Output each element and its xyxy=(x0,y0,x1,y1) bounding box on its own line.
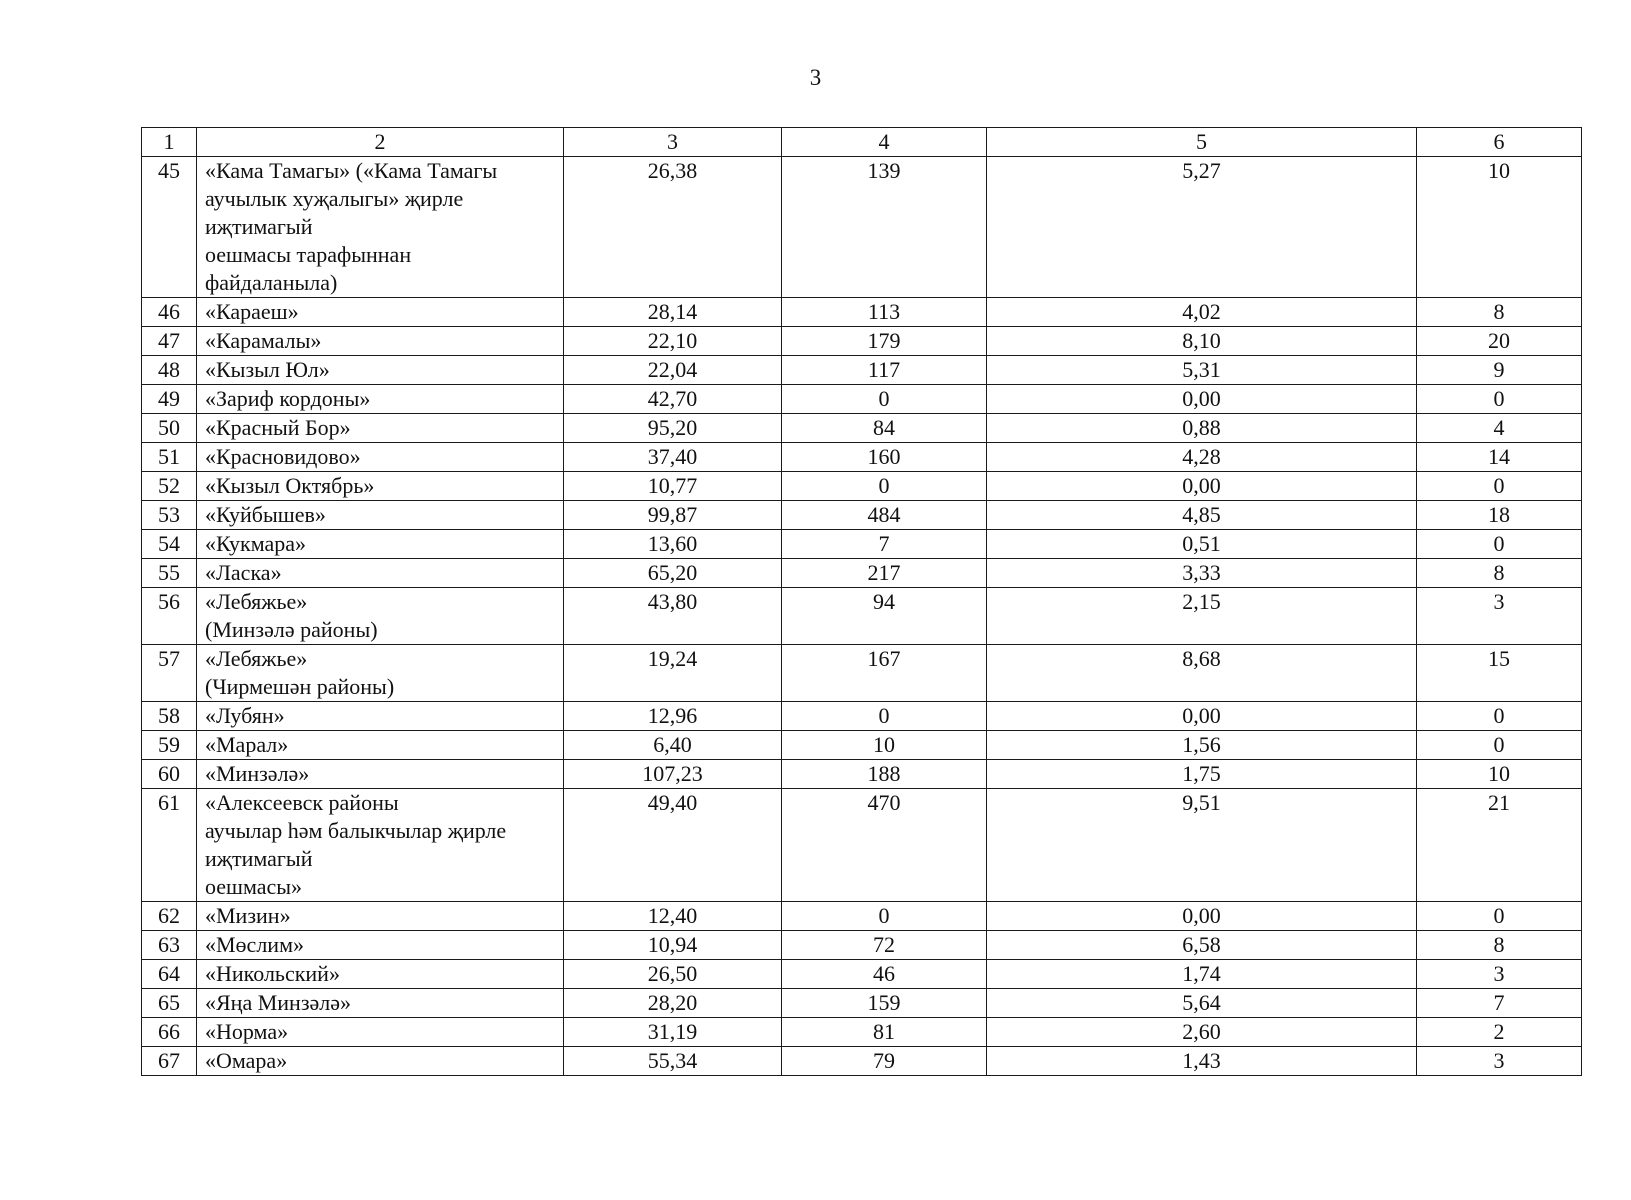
col6-cell: 9 xyxy=(1417,356,1582,385)
col6-cell: 3 xyxy=(1417,960,1582,989)
header-cell: 3 xyxy=(564,128,782,157)
name-cell: «Мизин» xyxy=(197,902,564,931)
col5-cell: 3,33 xyxy=(987,559,1417,588)
col4-cell: 167 xyxy=(782,645,987,702)
col4-cell: 81 xyxy=(782,1018,987,1047)
col3-cell: 22,10 xyxy=(564,327,782,356)
col3-cell: 43,80 xyxy=(564,588,782,645)
name-cell: «Минзәлә» xyxy=(197,760,564,789)
col6-cell: 3 xyxy=(1417,588,1582,645)
table-body xyxy=(142,128,1582,1076)
col3-cell: 10,77 xyxy=(564,472,782,501)
col6-cell: 0 xyxy=(1417,731,1582,760)
table-row xyxy=(142,157,1582,298)
col4-cell: 46 xyxy=(782,960,987,989)
col5-cell: 8,68 xyxy=(987,645,1417,702)
col4-cell: 79 xyxy=(782,1047,987,1076)
table-row xyxy=(142,472,1582,501)
col3-cell: 22,04 xyxy=(564,356,782,385)
table-row xyxy=(142,902,1582,931)
name-cell: «Кызыл Октябрь» xyxy=(197,472,564,501)
name-cell: «Омара» xyxy=(197,1047,564,1076)
table-row xyxy=(142,414,1582,443)
row-number-cell: 49 xyxy=(142,385,197,414)
col4-cell: 188 xyxy=(782,760,987,789)
col4-cell: 470 xyxy=(782,789,987,902)
col3-cell: 6,40 xyxy=(564,731,782,760)
name-cell: «Ласка» xyxy=(197,559,564,588)
col4-cell: 160 xyxy=(782,443,987,472)
col5-cell: 0,00 xyxy=(987,902,1417,931)
name-cell: «Лебяжье» (Минзәлә районы) xyxy=(197,588,564,645)
table-row xyxy=(142,960,1582,989)
header-cell: 1 xyxy=(142,128,197,157)
col6-cell: 0 xyxy=(1417,702,1582,731)
table-row xyxy=(142,989,1582,1018)
table-row xyxy=(142,931,1582,960)
table-row xyxy=(142,443,1582,472)
col4-cell: 0 xyxy=(782,902,987,931)
header-cell: 2 xyxy=(197,128,564,157)
table-row xyxy=(142,1018,1582,1047)
name-cell: «Мөслим» xyxy=(197,931,564,960)
table-row xyxy=(142,530,1582,559)
col6-cell: 15 xyxy=(1417,645,1582,702)
row-number-cell: 47 xyxy=(142,327,197,356)
row-number-cell: 50 xyxy=(142,414,197,443)
col4-cell: 0 xyxy=(782,472,987,501)
name-cell: «Красный Бор» xyxy=(197,414,564,443)
row-number-cell: 64 xyxy=(142,960,197,989)
col6-cell: 0 xyxy=(1417,530,1582,559)
row-number-cell: 51 xyxy=(142,443,197,472)
col5-cell: 8,10 xyxy=(987,327,1417,356)
row-number-cell: 65 xyxy=(142,989,197,1018)
page-number: 3 xyxy=(809,65,822,90)
col3-cell: 12,40 xyxy=(564,902,782,931)
col6-cell: 21 xyxy=(1417,789,1582,902)
col5-cell: 4,28 xyxy=(987,443,1417,472)
col3-cell: 10,94 xyxy=(564,931,782,960)
col5-cell: 5,27 xyxy=(987,157,1417,298)
col6-cell: 4 xyxy=(1417,414,1582,443)
col5-cell: 2,15 xyxy=(987,588,1417,645)
row-number-cell: 67 xyxy=(142,1047,197,1076)
col3-cell: 37,40 xyxy=(564,443,782,472)
row-number-cell: 45 xyxy=(142,157,197,298)
col6-cell: 7 xyxy=(1417,989,1582,1018)
col4-cell: 113 xyxy=(782,298,987,327)
row-number-cell: 60 xyxy=(142,760,197,789)
row-number-cell: 48 xyxy=(142,356,197,385)
name-cell: «Кызыл Юл» xyxy=(197,356,564,385)
col6-cell: 10 xyxy=(1417,760,1582,789)
col4-cell: 10 xyxy=(782,731,987,760)
name-cell: «Норма» xyxy=(197,1018,564,1047)
col4-cell: 72 xyxy=(782,931,987,960)
row-number-cell: 55 xyxy=(142,559,197,588)
name-cell: «Куйбышев» xyxy=(197,501,564,530)
col5-cell: 6,58 xyxy=(987,931,1417,960)
row-number-cell: 59 xyxy=(142,731,197,760)
name-cell: «Карамалы» xyxy=(197,327,564,356)
col5-cell: 0,51 xyxy=(987,530,1417,559)
col6-cell: 3 xyxy=(1417,1047,1582,1076)
name-cell: «Алексеевск районы аучылар һәм балыкчылар җирле иҗтимагый оешмасы» xyxy=(197,789,564,902)
col5-cell: 1,43 xyxy=(987,1047,1417,1076)
col3-cell: 42,70 xyxy=(564,385,782,414)
col3-cell: 65,20 xyxy=(564,559,782,588)
col4-cell: 84 xyxy=(782,414,987,443)
col3-cell: 95,20 xyxy=(564,414,782,443)
col3-cell: 107,23 xyxy=(564,760,782,789)
col3-cell: 12,96 xyxy=(564,702,782,731)
name-cell: «Лебяжье» (Чирмешән районы) xyxy=(197,645,564,702)
row-number-cell: 63 xyxy=(142,931,197,960)
col3-cell: 13,60 xyxy=(564,530,782,559)
name-cell: «Никольский» xyxy=(197,960,564,989)
col6-cell: 8 xyxy=(1417,931,1582,960)
col5-cell: 1,75 xyxy=(987,760,1417,789)
col4-cell: 7 xyxy=(782,530,987,559)
table-row xyxy=(142,356,1582,385)
table-row xyxy=(142,327,1582,356)
col5-cell: 1,56 xyxy=(987,731,1417,760)
row-number-cell: 57 xyxy=(142,645,197,702)
col3-cell: 26,38 xyxy=(564,157,782,298)
col3-cell: 19,24 xyxy=(564,645,782,702)
col6-cell: 8 xyxy=(1417,559,1582,588)
row-number-cell: 46 xyxy=(142,298,197,327)
table-row xyxy=(142,559,1582,588)
header-cell: 4 xyxy=(782,128,987,157)
col6-cell: 20 xyxy=(1417,327,1582,356)
col4-cell: 117 xyxy=(782,356,987,385)
col6-cell: 18 xyxy=(1417,501,1582,530)
col5-cell: 9,51 xyxy=(987,789,1417,902)
col6-cell: 0 xyxy=(1417,385,1582,414)
col3-cell: 28,14 xyxy=(564,298,782,327)
col3-cell: 31,19 xyxy=(564,1018,782,1047)
col5-cell: 4,85 xyxy=(987,501,1417,530)
header-cell: 6 xyxy=(1417,128,1582,157)
row-number-cell: 52 xyxy=(142,472,197,501)
name-cell: «Марал» xyxy=(197,731,564,760)
name-cell: «Зариф кордоны» xyxy=(197,385,564,414)
row-number-cell: 58 xyxy=(142,702,197,731)
col6-cell: 2 xyxy=(1417,1018,1582,1047)
row-number-cell: 53 xyxy=(142,501,197,530)
table-row xyxy=(142,1047,1582,1076)
col4-cell: 217 xyxy=(782,559,987,588)
table-row xyxy=(142,702,1582,731)
table-row xyxy=(142,760,1582,789)
col4-cell: 139 xyxy=(782,157,987,298)
col6-cell: 0 xyxy=(1417,902,1582,931)
col4-cell: 484 xyxy=(782,501,987,530)
col3-cell: 55,34 xyxy=(564,1047,782,1076)
col5-cell: 0,88 xyxy=(987,414,1417,443)
col4-cell: 179 xyxy=(782,327,987,356)
col3-cell: 28,20 xyxy=(564,989,782,1018)
table-row xyxy=(142,588,1582,645)
col6-cell: 8 xyxy=(1417,298,1582,327)
col5-cell: 0,00 xyxy=(987,472,1417,501)
table-row xyxy=(142,385,1582,414)
col4-cell: 0 xyxy=(782,702,987,731)
col5-cell: 5,64 xyxy=(987,989,1417,1018)
col3-cell: 99,87 xyxy=(564,501,782,530)
col5-cell: 0,00 xyxy=(987,702,1417,731)
row-number-cell: 61 xyxy=(142,789,197,902)
col4-cell: 159 xyxy=(782,989,987,1018)
table-row xyxy=(142,501,1582,530)
col5-cell: 2,60 xyxy=(987,1018,1417,1047)
row-number-cell: 66 xyxy=(142,1018,197,1047)
table-row xyxy=(142,789,1582,902)
name-cell: «Караеш» xyxy=(197,298,564,327)
col6-cell: 14 xyxy=(1417,443,1582,472)
name-cell: «Яңа Минзәлә» xyxy=(197,989,564,1018)
name-cell: «Лубян» xyxy=(197,702,564,731)
col6-cell: 0 xyxy=(1417,472,1582,501)
table-header-row xyxy=(142,128,1582,157)
row-number-cell: 62 xyxy=(142,902,197,931)
table-row xyxy=(142,731,1582,760)
col3-cell: 26,50 xyxy=(564,960,782,989)
col5-cell: 5,31 xyxy=(987,356,1417,385)
col4-cell: 94 xyxy=(782,588,987,645)
name-cell: «Кукмара» xyxy=(197,530,564,559)
table-row xyxy=(142,645,1582,702)
col6-cell: 10 xyxy=(1417,157,1582,298)
row-number-cell: 56 xyxy=(142,588,197,645)
table-row xyxy=(142,298,1582,327)
col3-cell: 49,40 xyxy=(564,789,782,902)
data-table xyxy=(141,127,1582,1076)
row-number-cell: 54 xyxy=(142,530,197,559)
col5-cell: 0,00 xyxy=(987,385,1417,414)
col5-cell: 4,02 xyxy=(987,298,1417,327)
name-cell: «Красновидово» xyxy=(197,443,564,472)
col5-cell: 1,74 xyxy=(987,960,1417,989)
col4-cell: 0 xyxy=(782,385,987,414)
header-cell: 5 xyxy=(987,128,1417,157)
name-cell: «Кама Тамагы» («Кама Тамагы аучылык хуҗалыгы» җирле иҗтимагый оешмасы тарафыннан файдаланыла) xyxy=(197,157,564,298)
